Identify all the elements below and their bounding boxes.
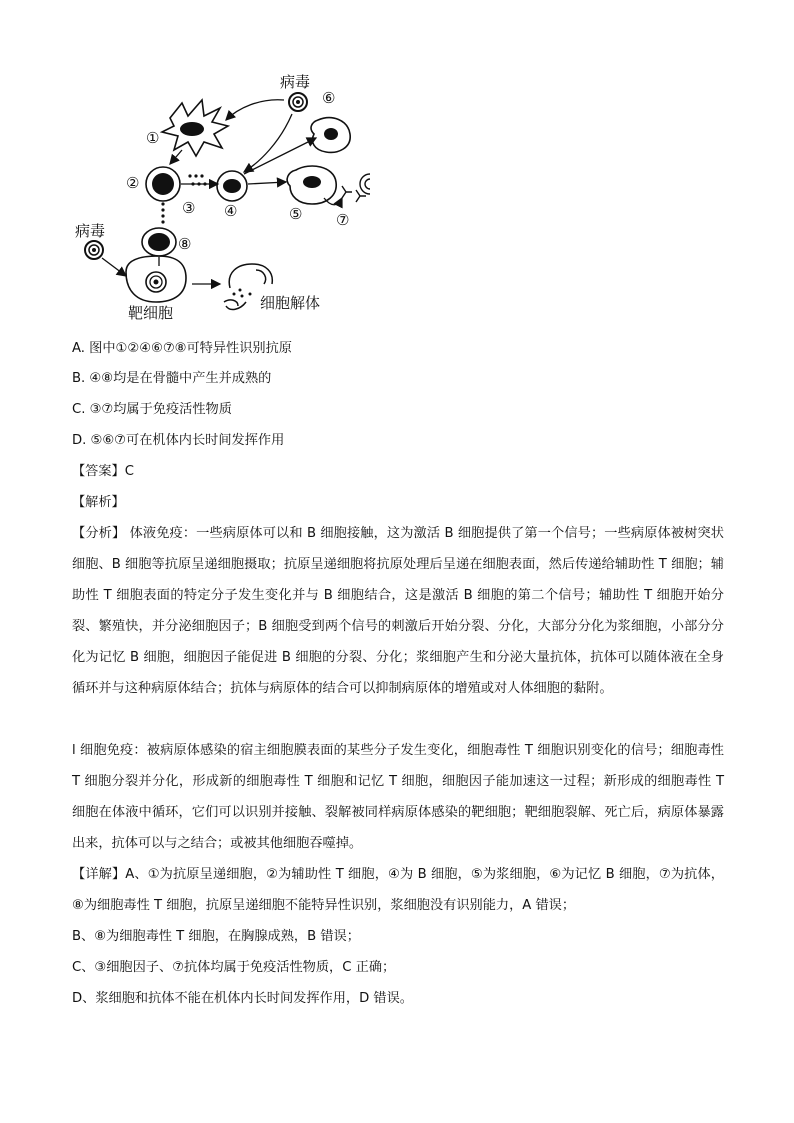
detail-d: D、浆细胞和抗体不能在机体内长时间发挥作用，D 错误。 bbox=[72, 991, 413, 1006]
label-6: ⑥ bbox=[322, 89, 336, 107]
virus-left-label: 病毒 bbox=[75, 222, 106, 240]
memory-b-cell bbox=[311, 118, 350, 153]
cell-lysis-label: 细胞解体 bbox=[260, 294, 321, 312]
analysis-humoral: 【分析】 体液免疫：一些病原体可以和 B 细胞接触，这为激活 B 细胞提供了第一个信号；一些病原体被树突状细胞、B 细胞等抗原呈递细胞摄取；抗原呈递细胞将抗原处理后呈递在细胞表面，然后传递给辅助性 T 细胞；辅助性 T 细胞表面的特定分子发生变化并与 B 细胞结合，这是激活 B 细胞的第二个信号；辅助性 T 细胞开始分裂、繁殖快，并分泌细胞因子；B 细胞受到两个信号的刺激后开始分裂、分化，大部分分化为浆细胞，小部分分化为记忆 B 细胞，细胞因子能促进 B 细胞的分裂、分化；浆细胞产生和分泌大量抗体，抗体可以随体液在全身循环并与这种病原体结合；抗体与病原体的结合可以抑制病原体的增殖或对人体细胞的黏附。 bbox=[72, 526, 724, 696]
label-2: ② bbox=[126, 174, 140, 192]
virus-top-label: 病毒 bbox=[280, 73, 311, 91]
label-3: ③ bbox=[182, 199, 196, 217]
label-1: ① bbox=[146, 129, 160, 147]
answer: 【答案】C bbox=[72, 464, 134, 479]
label-5: ⑤ bbox=[289, 205, 303, 223]
target-cell-label: 靶细胞 bbox=[128, 304, 174, 322]
cytotoxic-t-cell bbox=[142, 228, 176, 256]
target-cell bbox=[126, 256, 186, 302]
option-b: B. ④⑧均是在骨髓中产生并成熟的 bbox=[72, 371, 272, 386]
virus-left bbox=[85, 241, 103, 259]
plasma-cell bbox=[287, 166, 336, 204]
option-c: C. ③⑦均属于免疫活性物质 bbox=[72, 402, 232, 417]
helper-t-cell bbox=[146, 167, 180, 201]
antigen-complex bbox=[360, 174, 370, 194]
option-a: A. 图中①②④⑥⑦⑧可特异性识别抗原 bbox=[72, 341, 292, 356]
virus-top bbox=[289, 93, 307, 111]
detail-c: C、③细胞因子、⑦抗体均属于免疫活性物质，C 正确； bbox=[72, 960, 396, 975]
analysis-title: 【解析】 bbox=[72, 495, 125, 510]
immune-diagram bbox=[70, 58, 370, 330]
detail-a: 【详解】A、①为抗原呈递细胞，②为辅助性 T 细胞，④为 B 细胞，⑤为浆细胞，⑥为记忆 B 细胞，⑦为抗体，⑧为细胞毒性 T 细胞，抗原呈递细胞不能特异性识别，浆细胞没有识别能力，A 错误； bbox=[72, 867, 724, 913]
analysis-cellular: l 细胞免疫：被病原体感染的宿主细胞膜表面的某些分子发生变化，细胞毒性 T 细胞识别变化的信号；细胞毒性 T 细胞分裂并分化，形成新的细胞毒性 T 细胞和记忆 T 细胞，细胞因子能加速这一过程；新形成的细胞毒性 T 细胞在体液中循环，它们可以识别并接触、裂解被同样病原体感染的靶细胞；靶细胞裂解、死亡后，病原体暴露出来，抗体可以与之结合；或被其他细胞吞噬掉。 bbox=[72, 743, 724, 851]
antibodies bbox=[342, 186, 366, 202]
dendritic-cell bbox=[162, 100, 228, 156]
option-d: D. ⑤⑥⑦可在机体内长时间发挥作用 bbox=[72, 433, 285, 448]
label-4: ④ bbox=[224, 202, 238, 220]
detail-b: B、⑧为细胞毒性 T 细胞，在胸腺成熟，B 错误； bbox=[72, 929, 360, 944]
b-cell bbox=[217, 171, 247, 201]
label-8: ⑧ bbox=[178, 235, 192, 253]
label-7: ⑦ bbox=[336, 211, 350, 229]
